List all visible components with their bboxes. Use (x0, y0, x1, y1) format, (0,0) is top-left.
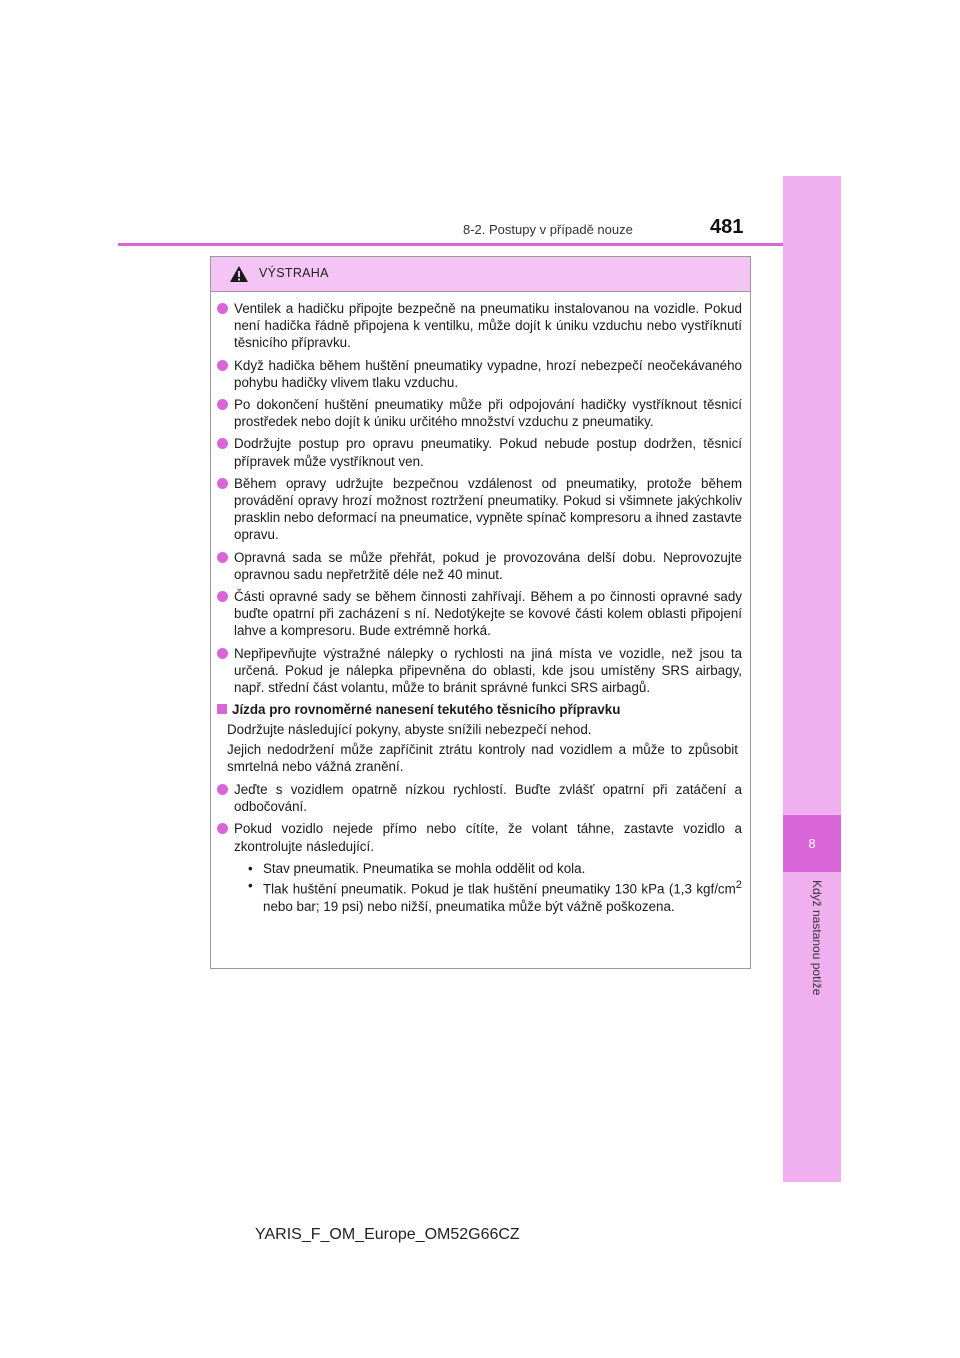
chapter-label: Když nastanou potíže (810, 880, 824, 996)
sub-bullet-text: Stav pneumatik. Pneumatika se mohla oddělit od kola. (263, 860, 586, 876)
warning-header (211, 257, 750, 292)
bullet-text: Jeďte s vozidlem opatrně nízkou rychlostí. Buďte zvlášť opatrní při zatáčení a odbočování. (234, 782, 742, 815)
warning-box (210, 256, 751, 969)
list-item (217, 781, 742, 815)
bullet-dot-icon (217, 823, 228, 834)
bullet-dot-icon (217, 303, 228, 314)
list-item (217, 357, 742, 391)
warning-title: VÝSTRAHA (259, 266, 329, 280)
bullet-text: Části opravné sady se během činnosti zahřívají. Během a po činnosti opravné sady buďte opatrní při zacházení s ní. Nedotýkejte se kovové části kolem oblasti připojení lahve a kompresoru. Bude extrémně horká. (234, 589, 742, 639)
bullet-text: Ventilek a hadičku připojte bezpečně na pneumatiku instalovanou na vozidle. Pokud není hadička řádně připojena k ventilku, může dojít k úniku vzduchu nebo vystříknutí těsnicího přípravku. (234, 301, 742, 351)
section-intro: Dodržujte následující pokyny, abyste snížili nebezpečí nehod. (227, 722, 592, 738)
list-item (217, 396, 742, 430)
sub-list (248, 860, 742, 915)
square-bullet-icon (217, 704, 227, 714)
bullet-dot-icon (217, 360, 228, 371)
list-item (217, 475, 742, 544)
section-heading (217, 701, 742, 718)
superscript: 2 (735, 879, 742, 892)
sub-bullet-marker: • (248, 860, 253, 876)
bullet-dot-icon (217, 438, 228, 449)
list-item (217, 435, 742, 469)
bullet-text: Pokud vozidlo nejede přímo nebo cítíte, že volant táhne, zastavte vozidlo a zkontrolujte následující. (234, 821, 742, 854)
list-item (217, 645, 742, 697)
sub-list-item (248, 877, 742, 915)
bullet-dot-icon (217, 648, 228, 659)
bullet-text: Po dokončení huštění pneumatiky může při odpojování hadičky vystříknout těsnicí prostředek nebo dojít k úniku určitého množství vzduchu z pneumatiky. (234, 397, 742, 430)
list-item (217, 549, 742, 583)
bullet-text: Dodržujte postup pro opravu pneumatiky. Pokud nebude postup dodržen, těsnicí přípravek může vystříknout ven. (234, 436, 742, 469)
list-item (217, 588, 742, 640)
warning-triangle-icon (229, 265, 249, 283)
sub-bullet-marker: • (248, 878, 253, 894)
document-code-footer: YARIS_F_OM_Europe_OM52G66CZ (255, 1226, 520, 1243)
sub-list-item (248, 860, 742, 877)
bullet-text: Opravná sada se může přehřát, pokud je provozována delší dobu. Neprovozujte opravnou sadu nepřetržitě déle než 40 minut. (234, 549, 742, 582)
sub-bullet-text-part: nebo bar; 19 psi) nebo nižší, pneumatika může být vážně poškozena. (263, 898, 675, 914)
page-number: 481 (710, 216, 744, 238)
chapter-side-tab (783, 176, 841, 1182)
bullet-dot-icon (217, 399, 228, 410)
section-header-title: 8-2. Postupy v případě nouze (463, 222, 633, 237)
bullet-dot-icon (217, 552, 228, 563)
sub-bullet-text-part: Tlak huštění pneumatik. Pokud je tlak huštění pneumatiky 130 kPa (1,3 kgf/cm (263, 881, 736, 897)
bullet-dot-icon (217, 591, 228, 602)
header-divider (118, 243, 783, 246)
sub-bullet-text (263, 877, 742, 915)
section-intro: Jejich nedodržení může zapříčinit ztrátu kontroly nad vozidlem a může to způsobit smrtelná nebo vážná zranění. (227, 741, 738, 774)
bullet-text: Když hadička během huštění pneumatiky vypadne, hrozí nebezpečí neočekávaného pohybu hadičky vlivem tlaku vzduchu. (234, 357, 742, 390)
bullet-dot-icon (217, 784, 228, 795)
bullet-text: Během opravy udržujte bezpečnou vzdálenost od pneumatiky, protože během provádění opravy hrozí možnost roztržení pneumatiky. Pokud si všimnete jakýchkoliv prasklin nebo deformací na pneumatice, vypněte spínač kompresoru a ihned zastavte opravu. (234, 475, 742, 543)
list-item (217, 300, 742, 352)
bullet-text: Nepřipevňujte výstražné nálepky o rychlosti na jiná místa ve vozidle, než jsou ta určená. Pokud je nálepka připevněna do oblasti, kde jsou umístěny SRS airbagy, např. střední část volantu, může to bránit správné funkci SRS airbagů. (234, 645, 742, 696)
list-item (217, 820, 742, 854)
warning-body (211, 292, 750, 915)
chapter-number: 8 (783, 815, 841, 872)
section-heading-text: Jízda pro rovnoměrné nanesení tekutého těsnicího přípravku (232, 702, 621, 718)
bullet-dot-icon (217, 478, 228, 489)
